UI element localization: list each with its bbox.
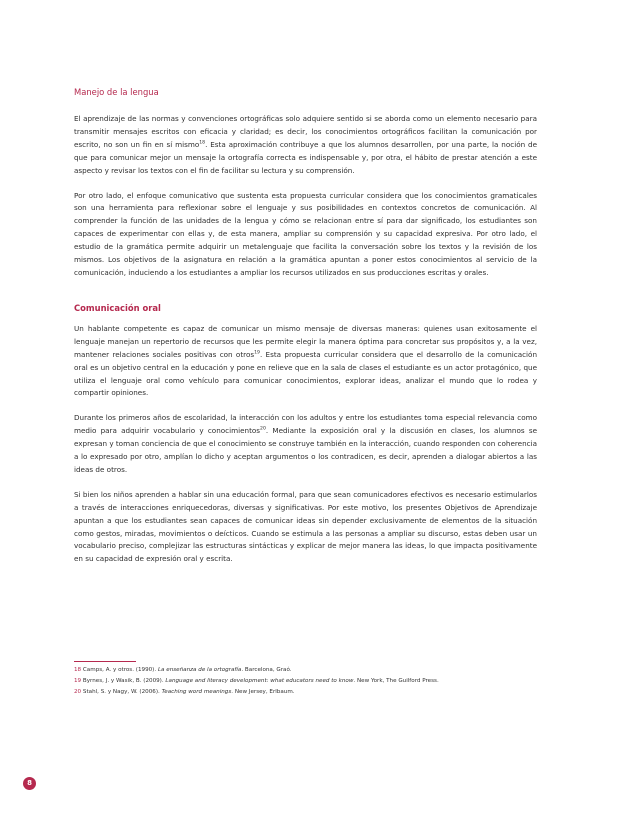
- footnote-title: La enseñanza de la ortografía: [157, 667, 242, 673]
- footnote-19: [74, 676, 544, 687]
- footnote-divider: [74, 661, 136, 662]
- paragraph-ortografia: [74, 113, 537, 178]
- paragraph-text: Durante los primeros años de escolaridad, la interacción con los adultos y entre los estudiantes toma especial relevancia como medio para adquirir vocabulario y conocimientos: [74, 413, 537, 436]
- footnote-number: 20: [74, 689, 82, 695]
- footnote-number: 19: [74, 678, 82, 684]
- page-number-badge: 8: [23, 777, 36, 790]
- footnote-text: . Barcelona, Graó.: [241, 667, 292, 673]
- footnote-text: Camps, A. y otros. (1990).: [82, 667, 158, 673]
- footnote-text: . New Jersey, Erlbaum.: [231, 689, 295, 695]
- paragraph-text: . Mediante la exposición oral y la discusión en clases, los alumnos se expresan y toman conciencia de que el conocimiento se construye también en la interacción, cuando responden con coherencia a lo expresado por otro, amplían lo dicho y aceptan argumentos o los contradicen, es decir, aprenden a dialogar abiertos a las ideas de otros.: [74, 426, 537, 474]
- paragraph-text: Un hablante competente es capaz de comunicar un mismo mensaje de diversas maneras: quienes usan exitosamente el lenguaje manejan un repertorio de recursos que les permite elegir la manera óptima para concretar sus propósitos y, a la vez, mantener relaciones sociales positivas con otros: [74, 323, 537, 359]
- footnote-text: . New York, The Guilford Press.: [353, 678, 439, 684]
- footnote-20: [74, 687, 544, 698]
- footnote-18: [74, 665, 544, 676]
- paragraph-gramatica: Por otro lado, el enfoque comunicativo que sustenta esta propuesta curricular considera que los conocimientos gramaticales son una herramienta para reflexionar sobre el lenguaje y sus posibilidades en contextos concretos de comunicación. Al comprender la función de las unidades de la lengua y cómo se relacionan entre sí para dar significado, los estudiantes son capaces de experimentar con ellas y, de esta manera, ampliar su comprensión y su capacidad expresiva. Por otro lado, el estudio de la gramática permite adquirir un metalenguaje que facilita la conversación sobre los textos y la revisión de los mismos. Los objetivos de la asignatura en relación a la gramática apuntan a poner estos conocimientos al servicio de la comunicación, induciendo a los estudiantes a ampliar los recursos utilizados en sus producciones escritas y orales.: [74, 190, 537, 277]
- footnotes: [74, 665, 544, 698]
- footnote-ref-20[interactable]: 20: [260, 426, 266, 432]
- footnote-title: Teaching word meanings: [161, 689, 232, 695]
- footnote-number: 18: [74, 667, 82, 673]
- paragraph-text: . Esta propuesta curricular considera que el desarrollo de la comunicación oral es un objetivo central en la educación y pone en relieve que en la sala de clases el estudiante es un actor protagónico, que utiliza el lenguaje oral como vehículo para comunicar conocimientos, explorar ideas, analizar el mundo que lo rodea y compartir opiniones.: [74, 349, 538, 398]
- paragraph-escolaridad: [74, 412, 537, 477]
- section-heading-manejo: Manejo de la lengua: [74, 87, 159, 97]
- footnote-title: Language and literacy development: what educators need to know: [165, 678, 354, 684]
- paragraph-text: . Esta aproximación contribuye a que los alumnos desarrollen, por una parte, la noción de que para comunicar mejor un mensaje la ortografía correcta es indispensable y, por otra, el hábito de prestar atención a este aspecto y revisar los textos con el fin de facilitar su lectura y su comprensión.: [74, 139, 537, 175]
- paragraph-text: El aprendizaje de las normas y convenciones ortográficas solo adquiere sentido si se aborda como un elemento necesario para transmitir mensajes escritos con eficacia y claridad; es decir, los conocimientos ortográficos facilitan la comunicación por escrito, no son un fin en sí mismo: [74, 114, 537, 149]
- paragraph-hablante: [74, 323, 537, 400]
- section-heading-comunicacion-oral: Comunicación oral: [74, 302, 161, 313]
- paragraph-comunicadores: Si bien los niños aprenden a hablar sin una educación formal, para que sean comunicadores efectivos es necesario estimularlos a través de interacciones enriquecedoras, diversas y significativas. Por este motivo, los presentes Objetivos de Aprendizaje apuntan a que los estudiantes sean capaces de comunicar ideas sin depender exclusivamente de elementos de la situación como gestos, miradas, movimientos o deícticos. Cuando se estimula a las personas a ampliar su discurso, estas deben usar un vocabulario preciso, complejizar las estructuras sintácticas y explicar de mejor manera las ideas, lo que impacta positivamente en su capacidad de expresión oral y escrita.: [74, 489, 537, 564]
- footnote-ref-19[interactable]: 19: [254, 350, 260, 356]
- footnote-text: Byrnes, J. y Wasik, B. (2009).: [82, 678, 166, 684]
- footnote-text: Stahl, S. y Nagy, W. (2006).: [82, 689, 162, 695]
- footnote-ref-18[interactable]: 18: [199, 140, 206, 146]
- main-content: [74, 86, 537, 578]
